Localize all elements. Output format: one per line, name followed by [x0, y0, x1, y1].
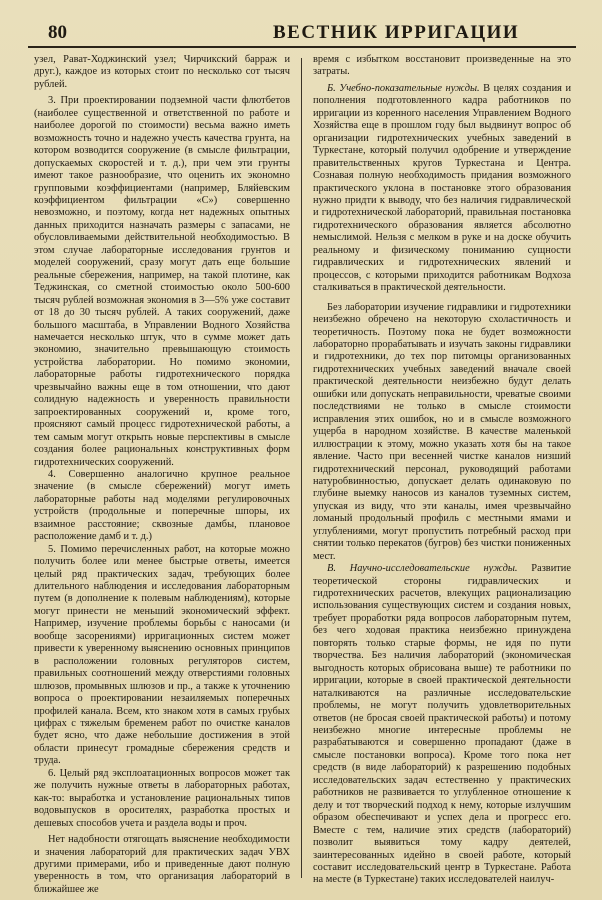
section-b-text: В целях создания и пополнения подготовленного кадра работников по ирригации из коренного населения Управлением Водного Хозяйства еще в прошлом году был выдвинут вопрос об организации гидротехнических учебных заведений в Туркестане, который получил одобрение и утверждение правительственных кругов Туркестана и Центра. Сознавая полную необходимость придания возможного практического уклона в постановке этого образования нужно придти к выводу, что без наличия гидравлической и гидротехнической лабораторий, правильная постановка гидротехнического образования является абсолютно немыслимой. Нельзя с мелком в руке и на доске обучить реальному и физическому пониманию сущности гидравлических и гидротехнических явлений и процессов, с которыми приходится работникам Водхоза сталкиваться в практической деятельности.: [313, 82, 571, 294]
paragraph-point-4: 4. Совершенно аналогично крупное реальное значение (в смысле сбережений) могут иметь лабораторные работы над моделями регулировочных устройств (продольные и поперечные шпоры, их взаимное расстояние; сквозные дамбы, плановое расположение дамб и т. д.): [34, 468, 290, 543]
paragraph-section-b: [313, 83, 571, 295]
paragraph-conclusion: Нет надобности отягощать выяснение необходимости и значения лабораторий для практических задач УВХ другими примерами, ибо и приведенные дают полную уверенность в том, что организация лабораторий в ближайшее же: [34, 834, 290, 895]
right-column: [313, 54, 571, 887]
paragraph-point-6: 6. Целый ряд эксплоатационных вопросов может так же получить нужные ответы в лабораторных работах, как-то: выработка и установление рациональных типов водовыпусков в оросителях, разработка простых и дешевых способов учета и раздела воды и проч.: [34, 767, 290, 829]
paragraph-continuation: узел, Рават-Ходжинский узел; Чирчикский барраж и друг.), каждое из которых стоит по несколько сот тысяч рублей.: [34, 54, 290, 90]
paragraph-section-v: [313, 563, 571, 887]
paragraph-laboratory: Без лаборатории изучение гидравлики и гидротехники неизбежно обречено на некоторую схоластичность и теоретичность. Поэтому пока не будет возможности лабораторно прорабатывать и изучать законы гидравлики и гидротехники, до тех пор питомцы организованных гидротехнических учебных заведений вначале своей практической деятельности неизбежно будут делать ошибки или допускать неправильности, чреватые своими последствиями не только в смысле стоимости исправления этих ошибок, но и в смысле возможного ущерба в народном хозяйстве. В качестве маленькой иллюстрации к этому, можно указать хотя бы на такое явление. Часто при весенней чистке каналов низший гидротехнический персонал, руководящий работами натуробвинностью, допускает делать одинаковую по глубине выемку наносов из каналов туземных систем, упуская из виду, что эти каналы, имея чрезвычайно ломаный продольный профиль с местными ямами и углублениями, могут пропустить потребный расход при снятии только перекатов (бугров) без чистки пониженных мест.: [313, 301, 571, 562]
left-column: [34, 54, 290, 896]
paragraph-point-5: 5. Помимо перечисленных работ, на которые можно получить более или менее быстрые ответы, имеется целый ряд практических задач, требующих более длительного наблюдения и исследования лабораторным путем (в дополнение к полевым наблюдениям), которые могут принести не меньший экономический эффект. Например, изучение проблемы борьбы с наносами (и вообще засорениями) ирригационных систем может привести к уверенному выяснению основных принципов в расположении головных регуляторов систем, правильных соотношений между отверстиями головных шлюзов, промывных шлюзов и пр., а также к уточнению вопроса о проектировании незаиляемых поперечных профилей канала. Всем, кто знаком хотя в самых грубых цифрах с тяжелым бременем работ по очистке каналов будет ясно, что даже небольшие достижения в этой области принесут громадные сбережения средств и труда.: [34, 543, 290, 767]
page-number: 80: [48, 22, 67, 43]
paragraph-point-3: 3. При проектировании подземной части флютбетов (наиболее существенной и ответственной по работе и наиболее дорогой по стоимости) весьма важно иметь возможность точно и надежно учесть качества грунта, на котором возводится сооружение (в смысле фильтрации, допускаемых скоростей и т. д.), при чем эти грунты имеют такое разнообразие, что оценить их экономно групповыми коэффициентами (например, Бляйевским коэффициентом фильтрации «С») совершенно невозможно, и поэтому, когда нет надежных опытных данных приходится назначать размеры с запасами, не обусловливаемыми действительной необходимостью. В этом случае лабораторные исследования грунтов и моделей сооружений, сразу могут дать еще большие реальные сбережения, например, на такой плотине, как Теджинская, со сметной стоимостью около 500-600 тысяч рублей возможная экономия в 3—5% уже составит от 18 до 30 тысяч рублей. А таких сооружений, даже большого масштаба, в Управлении Водного Хозяйства намечается несколько штук, что в сумме может дать экономию, значительно превышающую стоимость устройства лаборатории. Но помимо экономии, лабораторные работы гидротехнического порядка чрезвычайно важны еще в том отношении, что дают солидную надежность и уверенность правильности запроектированных сооружений и, кроме того, проясняют самый процесс гидротехнической работы, а тем самым могут открыть новые перспективы в смысле создания более рациональных конструктивных форм гидротехнических сооружений.: [34, 95, 290, 468]
page-header: [28, 14, 576, 48]
section-b-heading: Б. Учебно-показательные нужды.: [327, 82, 480, 94]
paragraph-continuation-right: время с избытком восстановит произведенные на это затраты.: [313, 54, 571, 78]
column-divider: [301, 58, 302, 878]
journal-title: ВЕСТНИК ИРРИГАЦИИ: [273, 22, 520, 43]
section-v-heading: В. Научно-исследовательские нужды.: [327, 563, 518, 575]
section-v-text: Развитие теоретической стороны гидравлических и гидротехнических расчетов, влекущих рационализацию использования существующих систем и создания новых, требует проработки ряда вопросов лабораторным путем, без чего ходовая практика неизбежно принуждена повторять только старые формы, не идя по пути творчества. Без наличия лабораторий (экономическая выгодность которых обрисована выше) те работники по ирригации, которые в своей практической деятельности наталкиваются на различные исследовательские проблемы, не могут получить удовлетворительных ответов (не бросая своей практической работы) и потому неизбежно многие интересные проблемы не разрабатываются и совершенно пропадают (даже в смысле постановки вопроса). Кроме того пока нет средств (в виде лабораторий) к разрешению подобных исследовательских задач естественно у практических работников не развивается то углубленное отношение к делу и тот творческий подход к нему, которые излучшим образом обеспечивают и успех дела и прогресс его. Вместе с тем, наличие этих средств (лабораторий) позволит выявиться тому кадру деятелей, заинтересованных идейно в своей работе, который составит исследовательский центр в Туркестане. Работа на месте (в Туркестане) таких исследователей наилуч-: [313, 563, 571, 886]
